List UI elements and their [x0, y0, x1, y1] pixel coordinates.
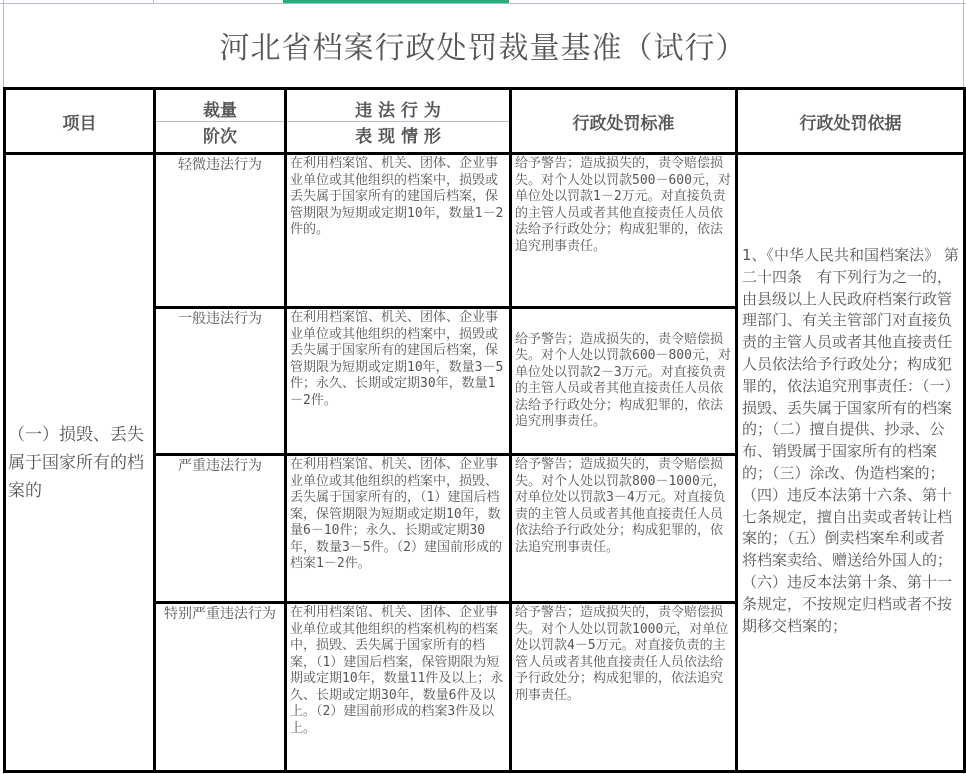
column-selection-indicator	[283, 0, 509, 3]
level-cell[interactable]	[155, 455, 286, 603]
header-basis: 行政处罚依据	[799, 113, 902, 134]
level-text: 严重违法行为	[178, 458, 262, 474]
table-row	[5, 154, 965, 308]
level-cell[interactable]	[155, 308, 286, 455]
behavior-text: 在利用档案馆、机关、团体、企业事业单位或其他组织的档案机构的档案中，损毁、丢失属于国家所有的档案，（1）建国后档案，保管期限为短期或定期10年，数量11件及以上；永久、长期或定期30年，数量6件及以上。（2）建国前形成的档案3件及以上。	[290, 605, 504, 736]
header-behavior-cell[interactable]	[286, 89, 511, 154]
level-cell[interactable]	[155, 603, 286, 772]
behavior-text: 在利用档案馆、机关、团体、企业事业单位或其他组织的档案中，损毁、丢失属于国家所有的，（1）建国后档案，保管期限为短期或定期10年，数量6－10件；永久、长期或定期30年，数量3－5件。（2）建国前形成的档案1－2件。	[290, 457, 502, 571]
level-cell[interactable]	[155, 154, 286, 308]
basis-text: 1、《中华人民共和国档案法》 第二十四条 有下列行为之一的，由县级以上人民政府档案行政管理部门、有关主管部门对直接负责的主管人员或者其他直接责任人员依法给予行政处分；构成犯罪的，依法追究刑事责任：（一）损毁、丢失属于国家所有的档案的；（二）擅自提供、抄录、公布、销毁属于国家所有的档案的；（三）涂改、伪造档案的；（四）违反本法第十六条、第十七条规定，擅自出卖或者转让档案的；（五）倒卖档案牟利或者将档案卖给、赠送给外国人的；（六）违反本法第十条、第十一条规定，不按规定归档或者不按期移交档案的；	[742, 246, 959, 635]
header-level-bottom: 阶次	[203, 126, 237, 147]
header-basis-cell[interactable]	[737, 89, 965, 154]
standard-text: 给予警告；造成损失的，责令赔偿损失。对个人处以罚款600－800元，对单位处以罚款2－3万元。对直接负责的主管人员或者其他直接责任人员依法给予行政处分；构成犯罪的，依法追究刑事责任。	[515, 331, 731, 429]
standard-cell[interactable]	[511, 603, 737, 772]
penalty-standards-table	[3, 87, 966, 773]
header-level-cell[interactable]	[155, 89, 286, 154]
level-text: 一般违法行为	[178, 311, 262, 327]
standard-text: 给予警告；造成损失的，责令赔偿损失。对个人处以罚款1000元，对单位处以罚款4－5万元。对直接负责的主管人员或者其他直接责任人员依法给予行政处分；构成犯罪的，依法追究刑事责任。	[515, 605, 729, 703]
behavior-text: 在利用档案馆、机关、团体、企业事业单位或其他组织的档案中，损毁或丢失属于国家所有的建国后档案，保管期限为短期或定期10年，数量3－5件；永久、长期或定期30年，数量1－2件。	[290, 310, 504, 408]
basis-cell[interactable]	[737, 154, 965, 772]
header-standard-cell[interactable]	[511, 89, 737, 154]
document-title-cell[interactable]	[3, 4, 964, 86]
header-behavior-top: 违 法 行 为	[287, 96, 509, 122]
header-row	[5, 89, 965, 154]
behavior-text: 在利用档案馆、机关、团体、企业事业单位或其他组织的档案中，损毁或丢失属于国家所有的建国后档案，保管期限为短期或定期10年，数量1－2件的。	[290, 156, 504, 237]
standard-cell[interactable]	[511, 455, 737, 603]
header-item-cell[interactable]	[5, 89, 155, 154]
behavior-cell[interactable]	[286, 154, 511, 308]
standard-text: 给予警告；造成损失的，责令赔偿损失。对个人处以罚款500－600元，对单位处以罚款1－2万元。对直接负责的主管人员或者其他直接责任人员依法给予行政处分；构成犯罪的，依法追究刑事责任。	[515, 156, 731, 254]
item-text: （一）损毁、丢失属于国家所有的档案的	[8, 424, 144, 501]
behavior-cell[interactable]	[286, 603, 511, 772]
level-text: 轻微违法行为	[178, 157, 262, 173]
header-item: 项目	[62, 113, 97, 134]
header-behavior-bottom: 表 现 情 形	[355, 126, 441, 147]
standard-cell[interactable]	[511, 308, 737, 455]
header-level-top: 裁量	[156, 96, 284, 122]
standard-text: 给予警告；造成损失的，责令赔偿损失。对个人处以罚款800－1000元，对单位处以罚款3－4万元。对直接负责的主管人员或者其他直接责任人员依法给予行政处分；构成犯罪的，依法追究刑事责任。	[515, 457, 726, 555]
standard-cell[interactable]	[511, 154, 737, 308]
document-title: 河北省档案行政处罚裁量基准（试行）	[219, 31, 747, 66]
level-text: 特别严重违法行为	[164, 606, 276, 622]
behavior-cell[interactable]	[286, 308, 511, 455]
behavior-cell[interactable]	[286, 455, 511, 603]
item-cell[interactable]	[5, 154, 155, 772]
header-standard: 行政处罚标准	[572, 113, 675, 134]
